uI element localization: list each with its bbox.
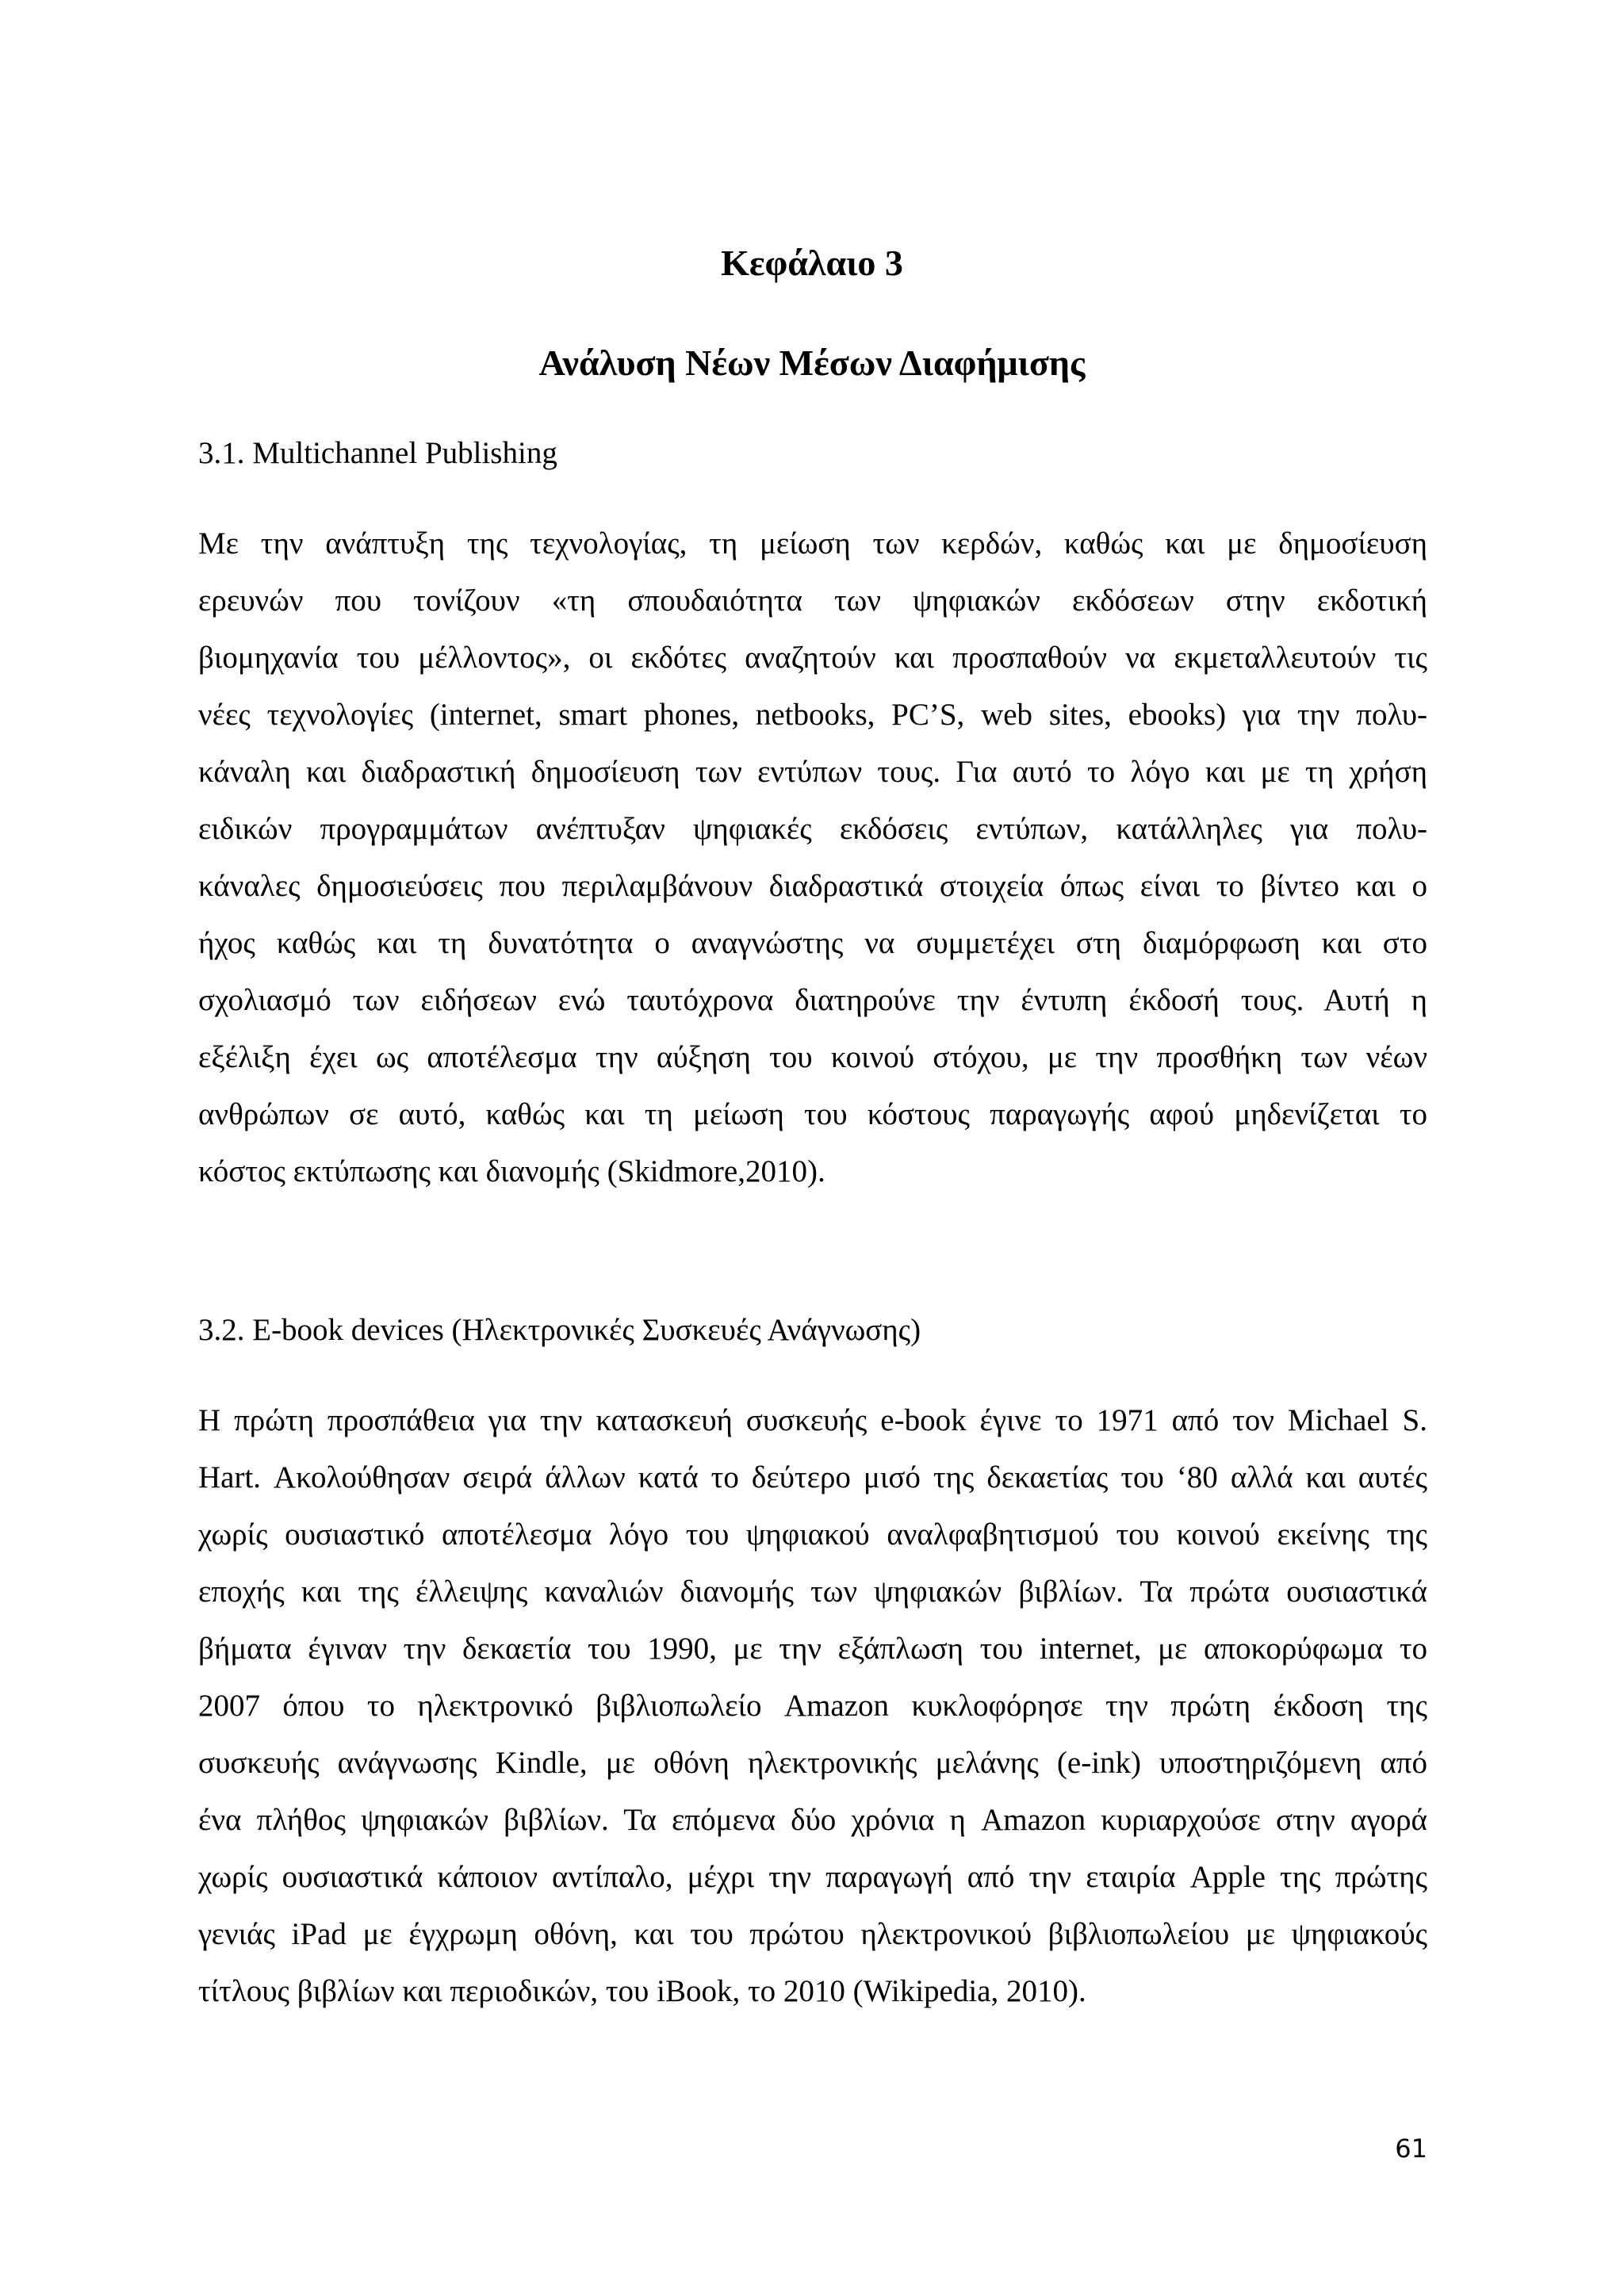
section-heading-3-2: 3.2. E-book devices (Ηλεκτρονικές Συσκευές Ανάγνωσης) bbox=[198, 1313, 921, 1347]
page-number: 61 bbox=[1395, 2133, 1427, 2164]
text-line: ένα πλήθος ψηφιακών βιβλίων. Τα επόμενα δύο χρόνια η Amazon κυριαρχούσε στην αγορά bbox=[198, 1803, 1427, 1837]
text-line: ειδικών προγραμμάτων ανέπτυξαν ψηφιακές εκδόσεις εντύπων, κατάλληλες για πολυ- bbox=[198, 812, 1427, 846]
text-line: κάναλες δημοσιεύσεις που περιλαμβάνουν διαδραστικά στοιχεία όπως είναι το βίντεο και ο bbox=[198, 869, 1427, 903]
text-line: ήχος καθώς και τη δυνατότητα ο αναγνώστης να συμμετέχει στη διαμόρφωση και στο bbox=[198, 926, 1427, 960]
text-line: χωρίς ουσιαστικό αποτέλεσμα λόγο του ψηφιακού αναλφαβητισμού του κοινού εκείνης της bbox=[198, 1517, 1427, 1552]
text-line: Hart. Ακολούθησαν σειρά άλλων κατά το δεύτερο μισό της δεκαετίας του ‘80 αλλά και αυτές bbox=[198, 1460, 1427, 1494]
text-line: γενιάς iPad με έγχρωμη οθόνη, και του πρώτου ηλεκτρονικού βιβλιοπωλείου με ψηφιακούς bbox=[198, 1917, 1427, 1951]
text-line: Η πρώτη προσπάθεια για την κατασκευή συσκευής e-book έγινε το 1971 από τον Michael S. bbox=[198, 1403, 1427, 1437]
text-line: ερευνών που τονίζουν «τη σπουδαιότητα των ψηφιακών εκδόσεων στην εκδοτική bbox=[198, 584, 1427, 618]
text-line: ανθρώπων σε αυτό, καθώς και τη μείωση του κόστους παραγωγής αφού μηδενίζεται το bbox=[198, 1097, 1427, 1131]
section-heading-3-1: 3.1. Multichannel Publishing bbox=[198, 436, 557, 470]
text-line: συσκευής ανάγνωσης Kindle, με οθόνη ηλεκτρονικής μελάνης (e-ink) υποστηριζόμενη από bbox=[198, 1746, 1427, 1780]
text-line: κόστος εκτύπωσης και διανομής (Skidmore,2010). bbox=[198, 1154, 825, 1188]
chapter-title: Ανάλυση Νέων Μέσων Διαφήμισης bbox=[538, 342, 1086, 383]
paragraph-multichannel-publishing bbox=[198, 515, 1427, 1200]
text-line: χωρίς ουσιαστικά κάποιον αντίπαλο, μέχρι την παραγωγή από την εταιρία Apple της πρώτης bbox=[198, 1860, 1427, 1894]
text-line: κάναλη και διαδραστική δημοσίευση των εντύπων τους. Για αυτό το λόγο και με τη χρήση bbox=[198, 755, 1427, 789]
text-line: νέες τεχνολογίες (internet, smart phones, netbooks, PC’S, web sites, ebooks) για την πολυ- bbox=[198, 698, 1427, 732]
text-line: βιομηχανία του μέλλοντος», οι εκδότες αναζητούν και προσπαθούν να εκμεταλλευτούν τις bbox=[198, 641, 1427, 675]
text-line: σχολιασμό των ειδήσεων ενώ ταυτόχρονα διατηρούνε την έντυπη έκδοσή τους. Αυτή η bbox=[198, 983, 1427, 1017]
paragraph-ebook-devices bbox=[198, 1392, 1427, 2020]
text-line: 2007 όπου το ηλεκτρονικό βιβλιοπωλείο Amazon κυκλοφόρησε την πρώτη έκδοση της bbox=[198, 1689, 1427, 1723]
text-line: εποχής και της έλλειψης καναλιών διανομής των ψηφιακών βιβλίων. Τα πρώτα ουσιαστικά bbox=[198, 1575, 1427, 1609]
text-line: βήματα έγιναν την δεκαετία του 1990, με την εξάπλωση του internet, με αποκορύφωμα το bbox=[198, 1632, 1427, 1666]
text-line: τίτλους βιβλίων και περιοδικών, του iBook, το 2010 (Wikipedia, 2010). bbox=[198, 1974, 1086, 2008]
text-line: Με την ανάπτυξη της τεχνολογίας, τη μείωση των κερδών, καθώς και με δημοσίευση bbox=[198, 526, 1427, 561]
chapter-number: Κεφάλαιο 3 bbox=[721, 243, 903, 283]
text-line: εξέλιξη έχει ως αποτέλεσμα την αύξηση του κοινού στόχου, με την προσθήκη των νέων bbox=[198, 1040, 1427, 1074]
